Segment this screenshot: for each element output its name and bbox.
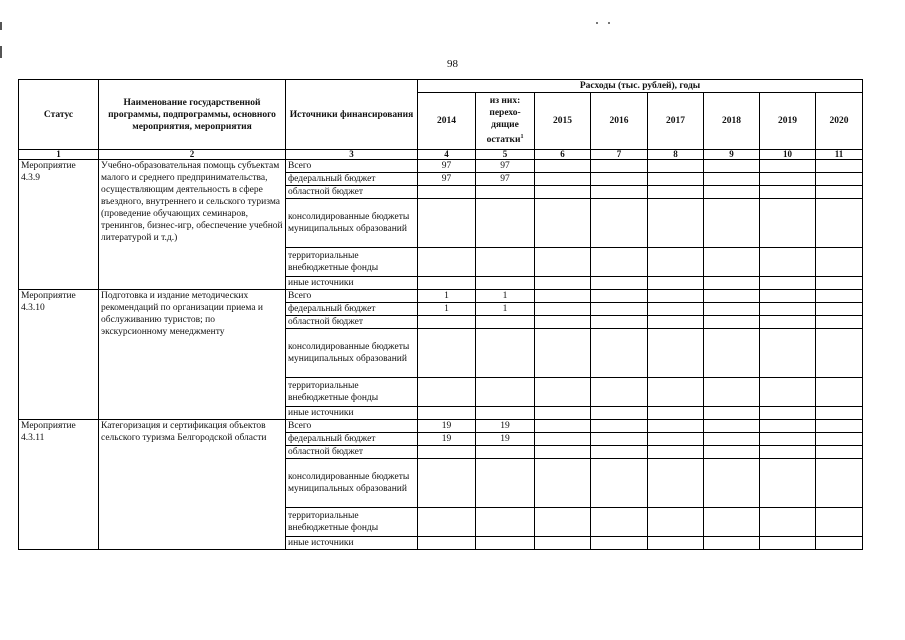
source-other: иные источники — [286, 537, 418, 550]
scan-speck — [596, 22, 598, 24]
source-regional: областной бюджет — [286, 446, 418, 459]
source-territorial: территориальные внебюджетные фонды — [286, 378, 418, 407]
source-other: иные источники — [286, 407, 418, 420]
col-number: 4 — [418, 150, 476, 160]
value-2014: 97 — [418, 160, 476, 173]
value-carryover: 1 — [476, 290, 535, 303]
event-status: Мероприятие 4.3.10 — [19, 290, 99, 420]
page-number: 98 — [447, 58, 458, 70]
header-carryover: из них: перехо-дящие остатки$^1$ — [476, 93, 535, 150]
col-number: 1 — [19, 150, 99, 160]
source-total: Всего — [286, 420, 418, 433]
source-municipal: консолидированные бюджеты муниципальных образований — [286, 459, 418, 508]
value-2014: 19 — [418, 420, 476, 433]
col-number: 2 — [99, 150, 286, 160]
header-year-2019: 2019 — [760, 93, 816, 150]
col-number: 7 — [591, 150, 648, 160]
col-number: 11 — [816, 150, 863, 160]
header-name: Наименование государственной программы, подпрограммы, основного мероприятия, мероприятия — [99, 80, 286, 150]
value-2014: 19 — [418, 433, 476, 446]
value-2014: 97 — [418, 173, 476, 186]
budget-table — [18, 79, 863, 550]
value-carryover: 97 — [476, 160, 535, 173]
scan-speck — [608, 22, 610, 24]
source-municipal: консолидированные бюджеты муниципальных образований — [286, 329, 418, 378]
header-year-2016: 2016 — [591, 93, 648, 150]
source-territorial: территориальные внебюджетные фонды — [286, 508, 418, 537]
col-number: 10 — [760, 150, 816, 160]
source-federal: федеральный бюджет — [286, 433, 418, 446]
value-2014: 1 — [418, 303, 476, 316]
source-territorial: территориальные внебюджетные фонды — [286, 248, 418, 277]
source-other: иные источники — [286, 277, 418, 290]
source-total: Всего — [286, 290, 418, 303]
event-name: Категоризация и сертификация объектов сельского туризма Белгородской области — [99, 420, 286, 550]
header-year-2018: 2018 — [704, 93, 760, 150]
source-regional: областной бюджет — [286, 186, 418, 199]
header-status: Статус — [19, 80, 99, 150]
header-sources: Источники финансирования — [286, 80, 418, 150]
header-expenses: Расходы (тыс. рублей), годы — [418, 80, 863, 93]
col-number: 8 — [648, 150, 704, 160]
source-federal: федеральный бюджет — [286, 173, 418, 186]
header-year-2017: 2017 — [648, 93, 704, 150]
value-carryover: 97 — [476, 173, 535, 186]
scan-edge-mark — [0, 46, 2, 58]
source-regional: областной бюджет — [286, 316, 418, 329]
value-2014: 1 — [418, 290, 476, 303]
col-number: 5 — [476, 150, 535, 160]
source-municipal: консолидированные бюджеты муниципальных образований — [286, 199, 418, 248]
scan-edge-mark — [0, 22, 2, 30]
header-year-2014: 2014 — [418, 93, 476, 150]
source-total: Всего — [286, 160, 418, 173]
col-number: 3 — [286, 150, 418, 160]
value-carryover: 19 — [476, 433, 535, 446]
col-number: 9 — [704, 150, 760, 160]
col-number: 6 — [535, 150, 591, 160]
header-year-2020: 2020 — [816, 93, 863, 150]
value-carryover: 1 — [476, 303, 535, 316]
event-name: Учебно-образовательная помощь субъектам малого и среднего предпринимательства, осуществляющим деятельность в сфере въездного, внутреннего и сельского туризма (проведение обучающих семинаров, тренингов, бизнес-игр, обеспечение учебной литературой и т.д.) — [99, 160, 286, 290]
event-status: Мероприятие 4.3.9 — [19, 160, 99, 290]
header-year-2015: 2015 — [535, 93, 591, 150]
source-federal: федеральный бюджет — [286, 303, 418, 316]
value-carryover: 19 — [476, 420, 535, 433]
event-status: Мероприятие 4.3.11 — [19, 420, 99, 550]
event-name: Подготовка и издание методических рекомендаций по организации приема и обслуживанию туристов; по экскурсионному менеджменту — [99, 290, 286, 420]
